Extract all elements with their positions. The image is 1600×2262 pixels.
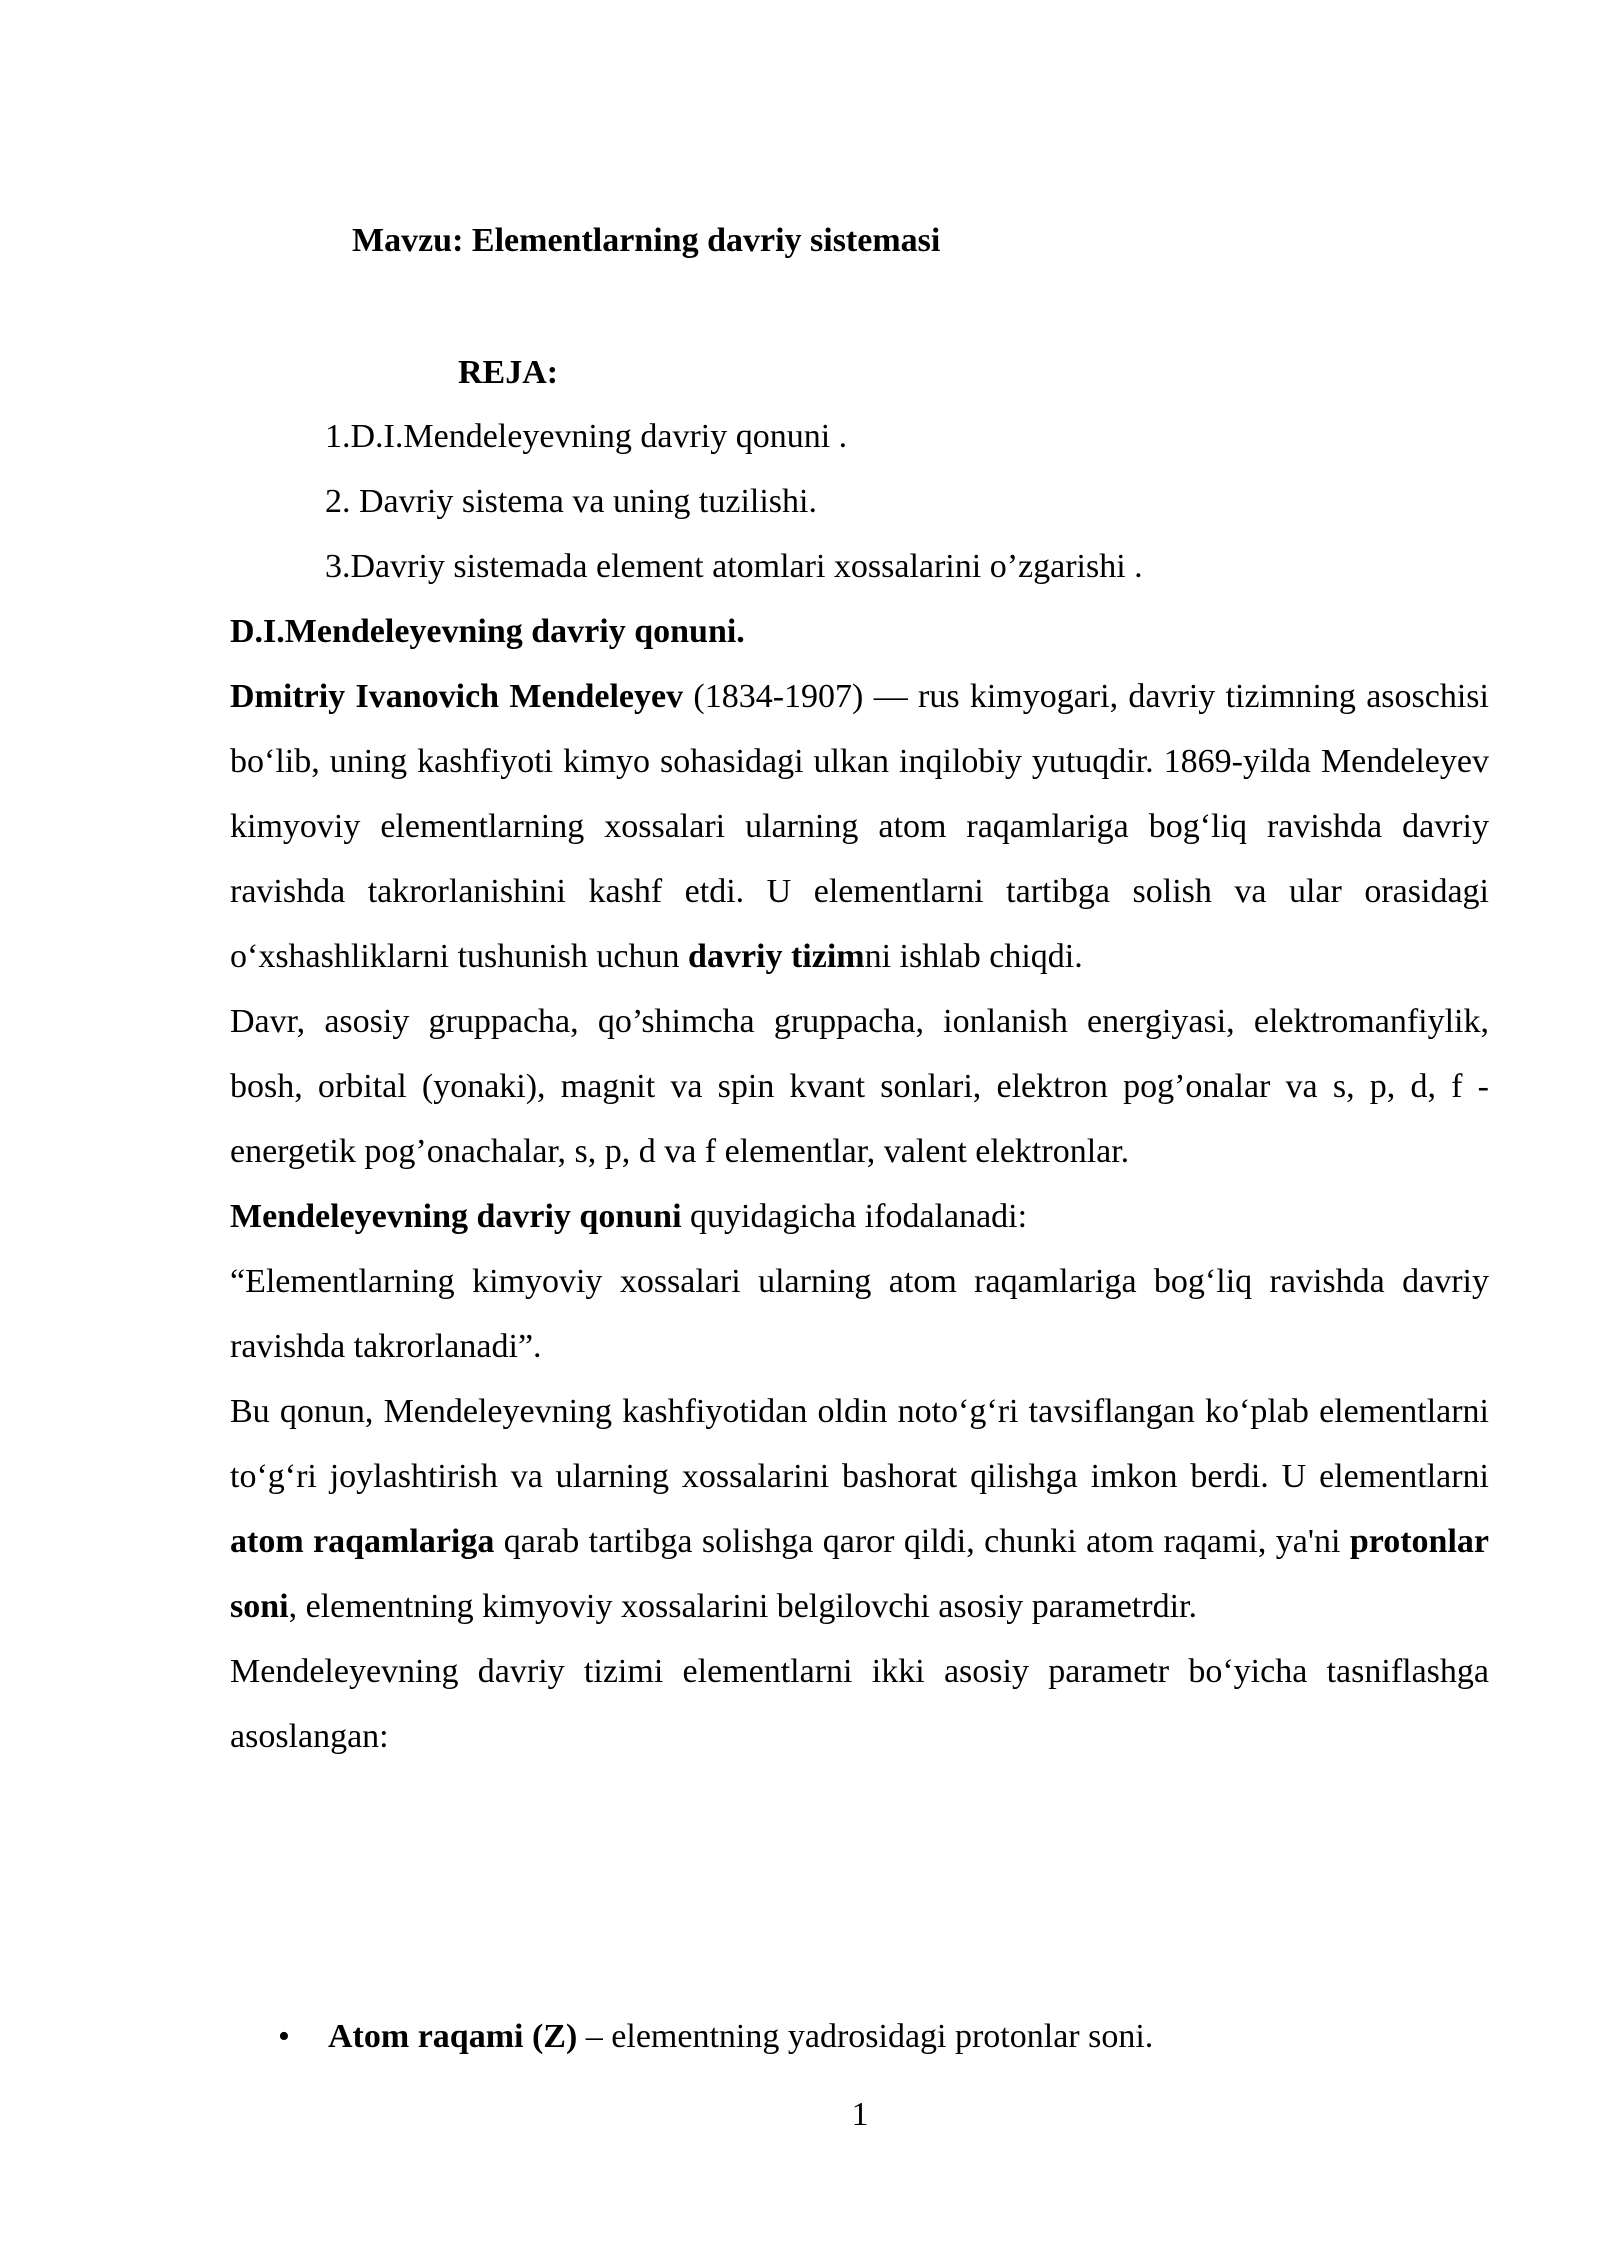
document-title: Mavzu: Elementlarning davriy sistemasi [352, 222, 941, 259]
plan-item: 3.Davriy sistemada element atomlari xossalarini o’zgarishi . [325, 548, 1143, 585]
plan-list [325, 404, 1143, 599]
bold-name: Dmitriy Ivanovich Mendeleyev [230, 678, 684, 715]
bold-term: davriy tizim [688, 938, 865, 975]
paragraph-law-intro: Mendeleyevning davriy qonuni quyidagicha ifodalanadi: [230, 1198, 1028, 1235]
plan-item: 2. Davriy sistema va uning tuzilishi. [325, 483, 817, 520]
body-text [230, 599, 1489, 1769]
plan-item: 1.D.I.Mendeleyevning davriy qonuni . [325, 418, 848, 455]
paragraph-law-quote: “Elementlarning kimyoviy xossalari ularning atom raqamlariga bog‘liq ravishda davriy ravishda takrorlanadi”. [230, 1263, 1489, 1365]
section-heading: D.I.Mendeleyevning davriy qonuni. [230, 613, 745, 650]
paragraph-mendeleyev-bio: Dmitriy Ivanovich Mendeleyev (1834-1907) — rus kimyogari, davriy tizimning asoschisi bo‘lib, uning kashfiyoti kimyo sohasidagi ulkan inqilobiy yutuqdir. 1869-yilda Mendeleyev kimyoviy elementlarning xossalari ularning atom raqamlariga bog‘liq ravishda davriy ravishda takrorlanishini kashf etdi. U elementlarni tartibga solish va ular orasidagi o‘xshashliklarni tushunish uchun davriy tizimni ishlab chiqdi. [230, 678, 1489, 975]
document-page: Mavzu: Elementlarning davriy sistemasi REJA: 1.D.I.Mendeleyevning davriy qonuni . 2. Davriy sistema va uning tuzilishi. 3.Davriy sistemada element atomlari xossalarini o’zgarishi . D.I.Mendeleyevning davriy qonuni. Dmitriy Ivanovich Mendeleyev (1834-1907) — rus kimyogari, davriy tizimning asoschisi bo‘lib, uning kashfiyoti kimyo sohasidagi ulkan inqilobiy yutuqdir. 1869-yilda Mendeleyev kimyoviy elementlarning xossalari ularning atom raqamlariga bog‘liq ravishda davriy ravishda takrorlanishini kashf etdi. U elementlarni tartibga solish va ular orasidagi o‘xshashliklarni tushunish uchun davriy tizimni ishlab chiqdi. Davr, asosiy gruppacha, qo’shimcha gruppacha, ionlanish energiyasi, elektromanfiylik, bosh, orbital (yonaki), magnit va spin kvant sonlari, elektron pog’onalar va s, p, d, f - energetik pog’onachalar, s, p, d va f elementlar, valent elektronlar. Mendeleyevning davriy qonuni quyidagicha ifodalanadi: “Elementlarning kimyoviy xossalari ularning atom raqamlariga bog‘liq ravishda davriy ravishda takrorlanadi”. Bu qonun, Mendeleyevning kashfiyotidan oldin noto‘g‘ri tavsiflangan ko‘plab elementlarni to‘g‘ri joylashtirish va ularning xossalarini bashorat qilishga imkon berdi. U elementlarni atom raqamlariga qarab tartibga solishga qaror qildi, chunki atom raqami, ya'ni protonlar soni, elementning kimyoviy xossalarini belgilovchi asosiy parametrdir. Mendeleyevning davriy tizimi elementlarni ikki asosiy parametr bo‘yicha tasniflashga asoslangan: • Atom raqami (Z) – elementning yadrosidagi protonlar soni. 1 [0, 0, 1600, 2262]
paragraph-classification: Mendeleyevning davriy tizimi elementlarni ikki asosiy parametr bo‘yicha tasniflashga asoslangan: [230, 1653, 1489, 1755]
bullet-icon: • [278, 2018, 290, 2055]
page-number: 1 [851, 2096, 869, 2133]
paragraph-law-explanation: Bu qonun, Mendeleyevning kashfiyotidan oldin noto‘g‘ri tavsiflangan ko‘plab elementlarni to‘g‘ri joylashtirish va ularning xossalarini bashorat qilishga imkon berdi. U elementlarni atom raqamlariga qarab tartibga solishga qaror qildi, chunki atom raqami, ya'ni protonlar soni, elementning kimyoviy xossalarini belgilovchi asosiy parametrdir. [230, 1393, 1489, 1625]
plan-heading: REJA: [458, 354, 559, 391]
paragraph-keywords: Davr, asosiy gruppacha, qo’shimcha gruppacha, ionlanish energiyasi, elektromanfiylik, bosh, orbital (yonaki), magnit va spin kvant sonlari, elektron pog’onalar va s, p, d, f - energetik pog’onachalar, s, p, d va f elementlar, valent elektronlar. [230, 1003, 1489, 1170]
